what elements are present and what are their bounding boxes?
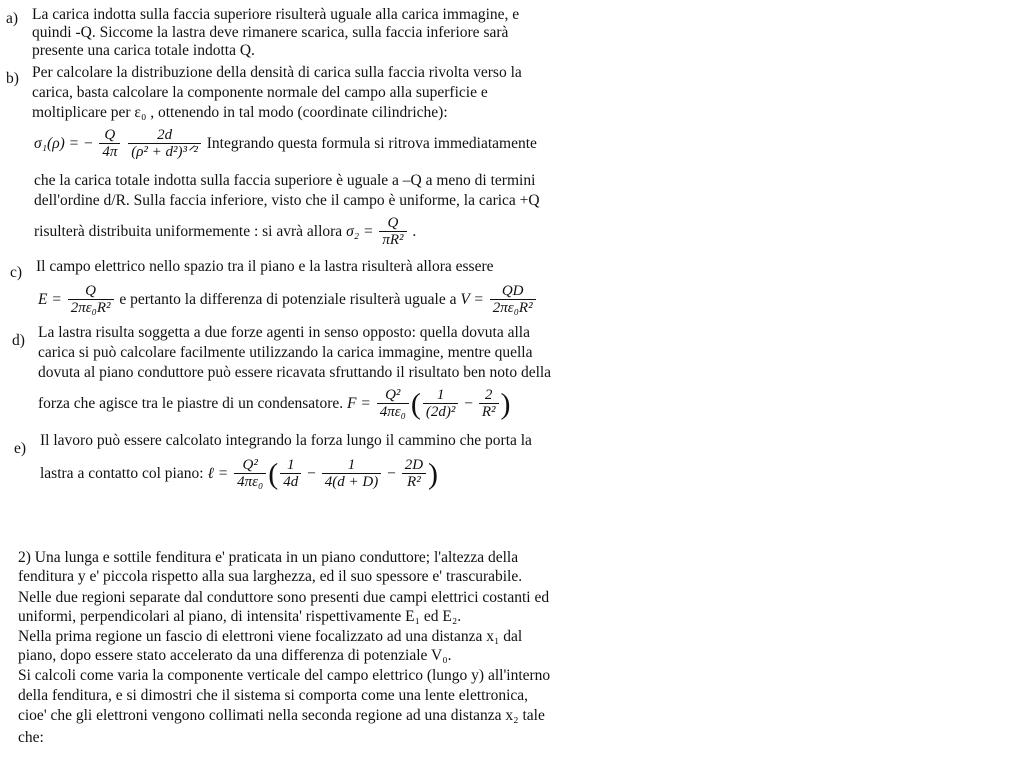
item-b-line-6	[34, 214, 416, 250]
problem2-line-1: 2) Una lunga e sottile fenditura e' praticata in un piano conduttore; l'altezza della	[18, 549, 519, 566]
problem2-line-5: Nella prima regione un fascio di elettroni viene focalizzato ad una distanza x₁ dal	[18, 628, 523, 645]
formula-v-den: 2πε₀R²	[492, 300, 533, 317]
formula-sigma1-f1-den: 4π	[102, 144, 118, 161]
formula-sigma2-end: .	[412, 223, 417, 240]
formula-l-t1-den: 4d	[283, 474, 299, 491]
formula-f-t1-den: (2d)²	[425, 404, 456, 421]
formula-f-t2-num: 2	[479, 387, 499, 404]
formula-sigma1-text: Integrando questa formula si ritrova immediatamente	[206, 135, 537, 152]
formula-l-op2: −	[387, 465, 396, 482]
item-c-mid-text: e pertanto la differenza di potenziale risulterà uguale a	[119, 291, 457, 308]
problem2-line-10: che:	[18, 729, 44, 746]
item-d-line-1: La lastra risulta soggetta a due forze agenti in senso opposto: quella dovuta alla	[38, 324, 530, 341]
problem2-line-4: uniformi, perpendicolari al piano, di intensita' rispettivamente E₁ ed E₂.	[18, 608, 462, 625]
formula-sigma2-lhs: σ₂ =	[346, 223, 374, 240]
formula-v-lhs: V =	[460, 291, 484, 308]
item-b-line-2: carica, basta calcolare la componente normale del campo alla superficie e	[32, 84, 488, 101]
formula-l-den: 4πε₀	[237, 474, 264, 491]
formula-l-lhs: ℓ =	[207, 465, 229, 482]
formula-l-t3-num: 2D	[402, 457, 426, 474]
problem2-line-7: Si calcoli come varia la componente verticale del campo elettrico (lungo y) all'interno	[18, 667, 551, 684]
formula-sigma1-f2-den: (ρ² + d²)³ᐟ²	[131, 144, 198, 161]
item-b-line-5: dell'ordine d/R. Sulla faccia inferiore, visto che il campo è uniforme, la carica +Q	[34, 192, 540, 209]
formula-sigma1-f1-num: Q	[99, 127, 120, 144]
item-a-label: a)	[6, 10, 19, 27]
item-e-label: e)	[14, 440, 27, 457]
formula-l-op1: −	[307, 465, 316, 482]
item-c-line-2	[38, 282, 538, 318]
item-b-line-1: Per calcolare la distribuzione della densità di carica sulla faccia rivolta verso la	[32, 64, 522, 81]
problem2-line-8: della fenditura, e si dimostri che il sistema si comporta come una lente elettronica,	[18, 687, 529, 704]
formula-v-num: QD	[490, 283, 536, 300]
item-a-line-3: presente una carica totale indotta Q.	[32, 42, 255, 59]
item-b-line-3: moltiplicare per ε₀ , ottenendo in tal modo (coordinate cilindriche):	[32, 104, 448, 121]
formula-sigma1	[34, 126, 537, 162]
item-a-line-2: quindi -Q. Siccome la lastra deve rimanere scarica, sulla faccia inferiore sarà	[32, 24, 509, 41]
formula-f-den: 4πε₀	[379, 404, 406, 421]
formula-e-den: 2πε₀R²	[70, 300, 111, 317]
item-d-line-4: forza che agisce tra le piastre di un condensatore. F = $\frac{\text{Q²}}{\text{4πε₀}}$ ( $\frac{1}{\text{(2d)²}}$ − $\frac{2}{\text{R²}}$ )	[38, 387, 511, 421]
formula-l-t1-num: 1	[280, 457, 301, 474]
problem2-line-9: cioe' che gli elettroni vengono collimati nella seconda regione ad una distanza x₂ tale	[18, 707, 545, 724]
item-b-label: b)	[6, 70, 19, 87]
formula-l-num: Q²	[234, 457, 266, 474]
item-e-line-2-text: lastra a contatto col piano:	[40, 465, 204, 482]
item-a-line-1: La carica indotta sulla faccia superiore risulterà uguale alla carica immagine, e	[32, 6, 520, 23]
problem2-line-2: fenditura y e' piccola rispetto alla sua larghezza, ed il suo spessore e' trascurabile.	[18, 568, 523, 585]
item-b-line-6-text: risulterà distribuita uniformemente : si avrà allora	[34, 223, 343, 240]
formula-sigma2-num: Q	[379, 215, 406, 232]
item-e-line-2: lastra a contatto col piano: ℓ = $\frac{\text{Q²}}{\text{4πε₀}}$ ( $\frac{1}{4d}$ − $\frac{1}{4(d + D)}$ − $\frac{2D}{\text{R²}}$ )	[40, 457, 439, 491]
problem2-line-3: Nelle due regioni separate dal conduttore sono presenti due campi elettrici costanti ed	[18, 589, 550, 606]
formula-l-t2-num: 1	[322, 457, 381, 474]
formula-f-t1-num: 1	[423, 387, 459, 404]
item-c-line-1: Il campo elettrico nello spazio tra il piano e la lastra risulterà allora essere	[36, 258, 494, 275]
item-c-label: c)	[10, 264, 23, 281]
formula-e-num: Q	[68, 283, 114, 300]
item-d-label: d)	[12, 332, 25, 349]
item-e-line-1: Il lavoro può essere calcolato integrando la forza lungo il cammino che porta la	[40, 432, 532, 449]
item-d-line-2: carica si può calcolare facilmente utilizzando la carica immagine, mentre quella	[38, 344, 533, 361]
formula-f-t2-den: R²	[481, 404, 496, 421]
formula-l-t3-den: R²	[407, 474, 421, 491]
problem2-line-6: piano, dopo essere stato accelerato da una differenza di potenziale V₀.	[18, 647, 452, 664]
formula-l-t2-den: 4(d + D)	[324, 474, 379, 491]
item-d-line-4-text: forza che agisce tra le piastre di un condensatore.	[38, 395, 344, 412]
formula-f-lhs: F =	[347, 395, 371, 412]
formula-sigma1-lhs: σ₁(ρ) = −	[34, 135, 94, 152]
item-d-line-3: dovuta al piano conduttore può essere ricavata sfruttando il risultato ben noto della	[38, 364, 552, 381]
formula-sigma2-den: πR²	[382, 232, 404, 249]
formula-f-num: Q²	[377, 387, 409, 404]
item-b-line-4: che la carica totale indotta sulla faccia superiore è uguale a –Q a meno di termini	[34, 172, 536, 189]
formula-sigma1-f2-num: 2d	[128, 127, 201, 144]
formula-e-lhs: E =	[38, 291, 62, 308]
formula-f-op: −	[464, 395, 473, 412]
